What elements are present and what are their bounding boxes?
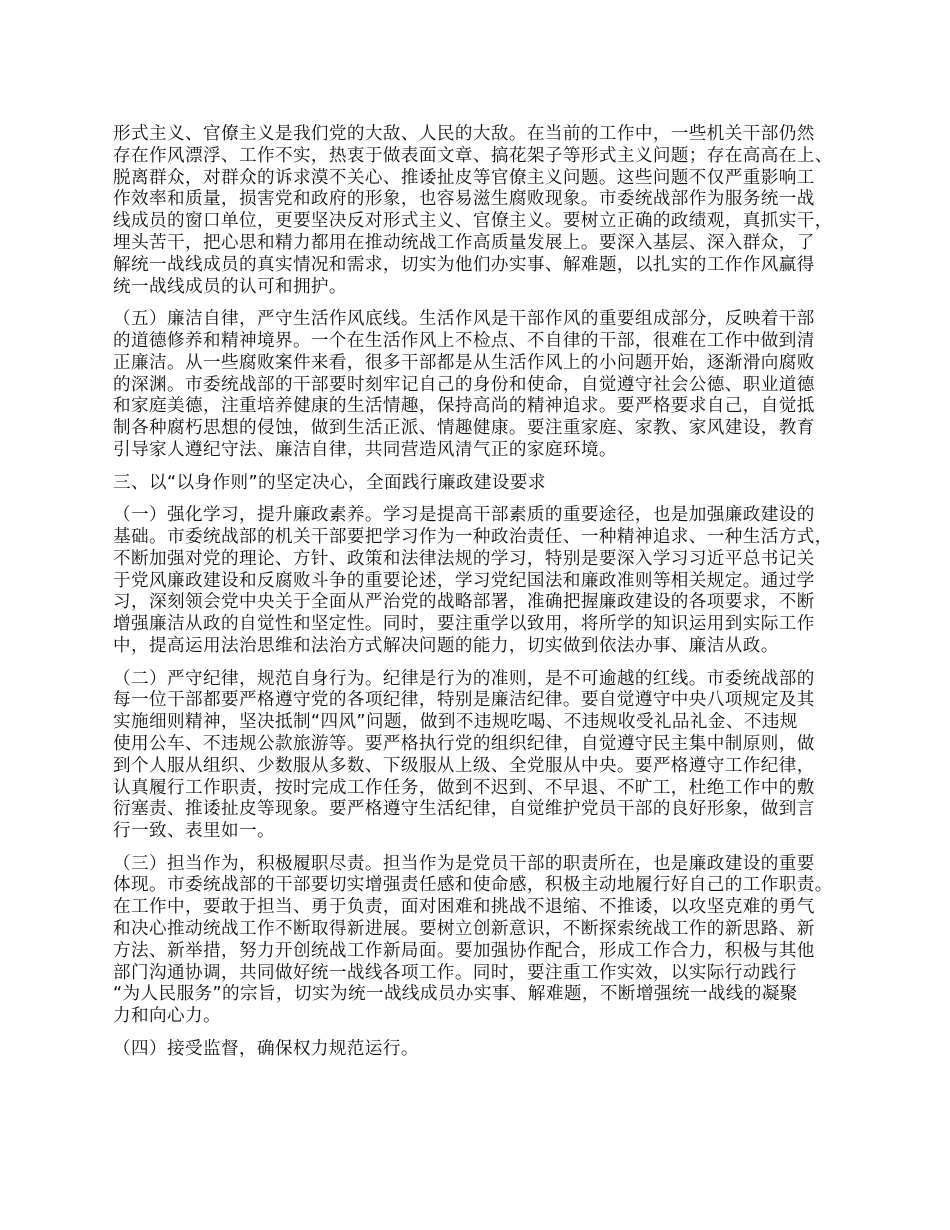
- text-line: 部门沟通协调，共同做好统一战线各项工作。同时，要注重工作实效，以实际行动践行: [113, 962, 797, 983]
- text-line: 的深渊。市委统战部的干部要时刻牢记自己的身份和使命，自觉遵守社会公德、职业道德: [113, 374, 815, 395]
- text-line: 方法、新举措，努力开创统战工作新局面。要加强协作配合，形成工作合力，积极与其他: [113, 940, 815, 961]
- text-line: （五）廉洁自律，严守生活作风底线。生活作风是干部作风的重要组成部分，反映着干部: [113, 309, 815, 330]
- text-line: 作效率和质量，损害党和政府的形象，也容易滋生腐败现象。市委统战部作为服务统一战: [113, 189, 815, 210]
- text-line: 力和向心力。: [113, 1006, 221, 1027]
- text-line: 每一位干部都要严格遵守党的各项纪律，特别是廉洁纪律。要自觉遵守中央八项规定及其: [113, 690, 815, 711]
- heading-line: 三、以“以身作则”的坚定决心，全面践行廉政建设要求: [113, 472, 546, 493]
- text-line: 衍塞责、推诿扯皮等现象。要严格遵守生活纪律，自觉维护党员干部的良好形象，做到言: [113, 799, 815, 820]
- paragraph-subsection-1: [113, 505, 853, 658]
- document-page: [113, 124, 853, 1071]
- text-line: 解统一战线成员的真实情况和需求，切实为他们办实事、解难题，以扎实的工作作风赢得: [113, 254, 815, 275]
- text-line: 认真履行工作职责，按时完成工作任务，做到不迟到、不早退、不旷工，杜绝工作中的敷: [113, 777, 815, 798]
- text-line: 实施细则精神，坚决抵制“四风”问题，做到不违规吃喝、不违规收受礼品礼金、不违规: [113, 712, 798, 733]
- text-line: 体现。市委统战部的干部要切实增强责任感和使命感，积极主动地履行好自己的工作职责。: [113, 875, 833, 896]
- section-heading-3: [113, 473, 853, 495]
- text-line: 和家庭美德，注重培养健康的生活情趣，保持高尚的精神追求。要严格要求自己，自觉抵: [113, 396, 815, 417]
- text-line: “为人民服务”的宗旨，切实为统一战线成员办实事、解难题，不断增强统一战线的凝聚: [113, 984, 798, 1005]
- text-line: 统一战线成员的认可和拥护。: [113, 276, 347, 297]
- text-line: 正廉洁。从一些腐败案件来看，很多干部都是从生活作风上的小问题开始，逐渐滑向腐败: [113, 352, 815, 373]
- text-line: 制各种腐朽思想的侵蚀，做到生活正派、情趣健康。要注重家庭、家教、家风建设，教育: [113, 418, 815, 439]
- text-line: 不断加强对党的理论、方针、政策和法律法规的学习，特别是要深入学习习近平总书记关: [113, 548, 815, 569]
- text-line: 习，深刻领会党中央关于全面从严治党的战略部署，准确把握廉政建设的各项要求，不断: [113, 592, 815, 613]
- paragraph-subsection-2: [113, 669, 853, 843]
- text-line: 和决心推动统战工作不断取得新进展。要树立创新意识，不断探索统战工作的新思路、新: [113, 919, 815, 940]
- text-line: 存在作风漂浮、工作不实，热衷于做表面文章、搞花架子等形式主义问题；存在高高在上、: [113, 145, 833, 166]
- text-line: 基础。市委统战部的机关干部要把学习作为一种政治责任、一种精神追求、一种生活方式，: [113, 526, 833, 547]
- text-line: 埋头苦干，把心思和精力都用在推动统战工作高质量发展上。要深入基层、深入群众，了: [113, 232, 815, 253]
- paragraph-anti-formalism: [113, 124, 853, 298]
- text-line: 增强廉洁从政的自觉性和坚定性。同时，要注重学以致用，将所学的知识运用到实际工作: [113, 614, 815, 635]
- text-line: 脱离群众，对群众的诉求漠不关心、推诿扯皮等官僚主义问题。这些问题不仅严重影响工: [113, 167, 815, 188]
- paragraph-subsection-4: [113, 1039, 853, 1061]
- paragraph-subsection-3: [113, 854, 853, 1028]
- text-line: 形式主义、官僚主义是我们党的大敌、人民的大敌。在当前的工作中，一些机关干部仍然: [113, 124, 815, 144]
- text-line: 使用公车、不违规公款旅游等。要严格执行党的组织纪律，自觉遵守民主集中制原则，做: [113, 733, 815, 754]
- text-line: 线成员的窗口单位，更要坚决反对形式主义、官僚主义。要树立正确的政绩观，真抓实干，: [113, 211, 833, 232]
- text-line: （三）担当作为，积极履职尽责。担当作为是党员干部的职责所在，也是廉政建设的重要: [113, 853, 815, 874]
- text-line: （二）严守纪律，规范自身行为。纪律是行为的准则，是不可逾越的红线。市委统战部的: [113, 668, 815, 689]
- paragraph-section-5: [113, 309, 853, 462]
- text-line: 于党风廉政建设和反腐败斗争的重要论述，学习党纪国法和廉政准则等相关规定。通过学: [113, 570, 815, 591]
- text-line: 在工作中，要敢于担当、勇于负责，面对困难和挑战不退缩、不推诿，以攻坚克难的勇气: [113, 897, 815, 918]
- text-line: 到个人服从组织、少数服从多数、下级服从上级、全党服从中央。要严格遵守工作纪律，: [113, 755, 815, 776]
- text-line: 的道德修养和精神境界。一个在生活作风上不检点、不自律的干部，很难在工作中做到清: [113, 330, 815, 351]
- text-line: （一）强化学习，提升廉政素养。学习是提高干部素质的重要途径，也是加强廉政建设的: [113, 505, 815, 526]
- text-line: 引导家人遵纪守法、廉洁自律，共同营造风清气正的家庭环境。: [113, 439, 617, 460]
- text-line: 中，提高运用法治思维和法治方式解决问题的能力，切实做到依法办事、廉洁从政。: [113, 635, 779, 656]
- text-line: 行一致、表里如一。: [113, 821, 275, 842]
- text-line: （四）接受监督，确保权力规范运行。: [113, 1038, 419, 1059]
